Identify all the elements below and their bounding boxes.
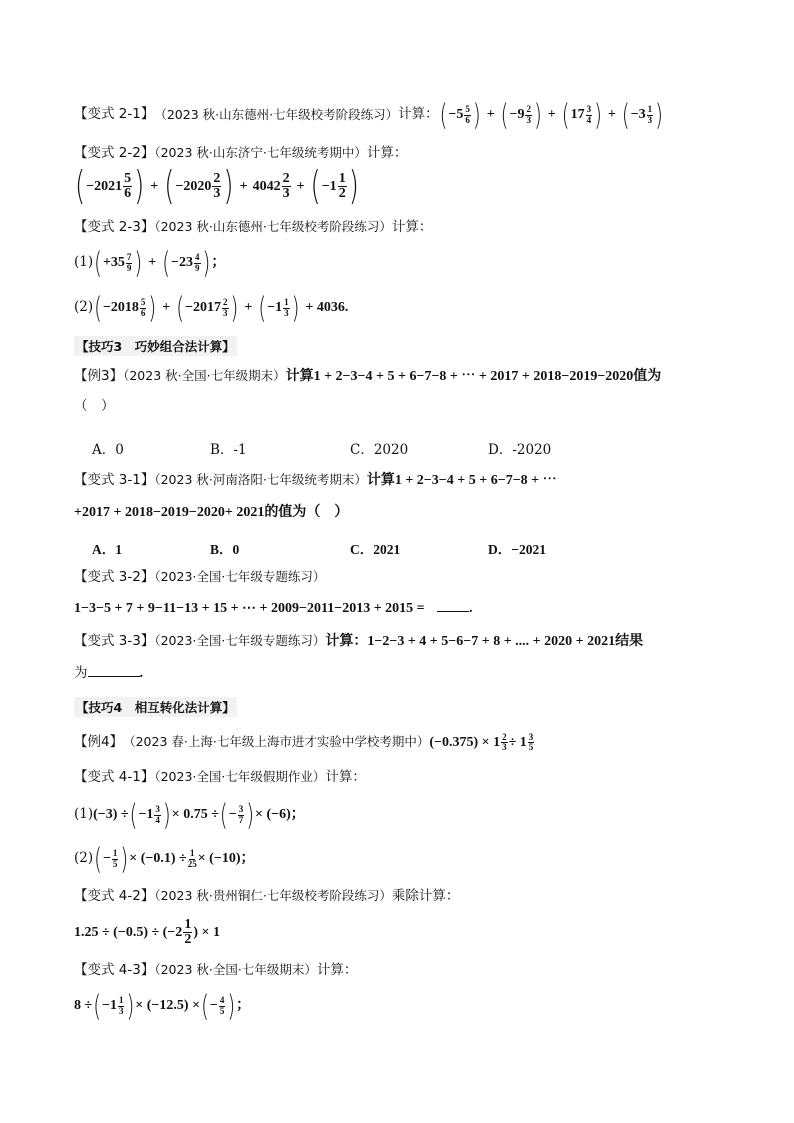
problem-prompt: 乘除计算： xyxy=(391,888,460,904)
option-b[interactable]: B．-1 xyxy=(210,442,247,458)
problem-source: （2023·全国·七年级专题练习） xyxy=(154,633,326,648)
problem-prompt: 计算： xyxy=(325,769,366,785)
problem-text: 计算：1−2−3 + 4 + 5−6−7 + 8 + .... + 2020 + 2021结果 xyxy=(325,634,644,649)
problem-source: （2023 秋·山东德州·七年级校考阶段练习） xyxy=(154,219,392,234)
math-expression: (−0.375) × 1 $\frac{2}{3}$ ÷ 1 $\frac{3}{5}$ xyxy=(429,732,534,753)
section-heading: 【技巧4 相互转化法计算】 xyxy=(74,697,237,717)
variant-4-1-part-2: (2) ( − $\frac{1}{5}$ ) × (−0.1) ÷ $\frac{1}{25}$ × (−10)； xyxy=(74,841,255,877)
variant-tag: 【变式 2-3】 xyxy=(74,219,155,235)
problem-source: （2023 春·上海·七年级上海市进才实验中学校考期中） xyxy=(123,734,430,750)
variant-3-3 xyxy=(74,635,643,649)
variant-2-2-expression: ( −2021 $\frac{5}{6}$ ) + ( −2020 $\frac{2}{3}$ ) + 4042 $\frac{2}{3}$ + ( −1 $\frac{1}{2}$ ) xyxy=(75,164,359,210)
problem-source: （2023·全国·七年级假期作业） xyxy=(154,769,326,784)
problem-prompt: 计算： xyxy=(316,962,358,978)
math-expression: ( − 5 $\frac{5}{6}$ ) + ( − 9 $\frac{2}{3}$ ) + ( 17 $\frac{3}{4}$ ) + ( − 3 $\frac{1}{3}$ ) xyxy=(439,97,663,133)
option-a[interactable]: A．0 xyxy=(92,442,124,458)
problem-source: （2023·全国·七年级专题练习） xyxy=(154,569,326,584)
variant-tag: 【变式 4-2】 xyxy=(74,888,155,904)
variant-2-3-part-2: (2) ( −2018 $\frac{5}{6}$ ) + ( −2017 $\frac{2}{3}$ ) + ( −1 $\frac{1}{3}$ ) + 4036. xyxy=(74,290,349,326)
option-c[interactable]: C．2021 xyxy=(350,542,401,557)
problem-prompt: 计算： xyxy=(398,106,439,123)
variant-4-2-header xyxy=(74,890,459,904)
problem-source: （2023 秋·山东济宁·七年级统考期中） xyxy=(154,145,367,160)
option-c[interactable]: C．2020 xyxy=(350,442,409,458)
example-4 xyxy=(74,733,535,752)
variant-4-3-header xyxy=(74,964,357,978)
variant-4-1-header xyxy=(74,771,366,785)
variant-2-1 xyxy=(74,97,664,133)
variant-tag: 【变式 3-2】 xyxy=(74,569,155,585)
variant-tag: 【变式 3-3】 xyxy=(74,633,155,649)
problem-text: 计算1 + 2−3−4 + 5 + 6−7−8 + ⋯ + 2017 + 2018−2019−2020值为 xyxy=(285,369,662,384)
variant-2-3-header xyxy=(74,221,432,235)
variant-3-2-expression: 1−3−5 + 7 + 9−11−13 + 15 + ⋯ + 2009−2011−2013 + 2015 = . xyxy=(74,601,473,616)
variant-tag: 【变式 4-1】 xyxy=(74,769,155,785)
variant-tag: 【变式 3-1】 xyxy=(74,472,155,488)
variant-tag: 【变式 2-1】 xyxy=(74,106,155,123)
example-tag: 【例4】 xyxy=(74,733,124,750)
problem-source: （2023 秋·全国·七年级期末） xyxy=(123,368,286,383)
variant-4-3-expression: 8 ÷ ( −1 $\frac{1}{3}$ ) × (−12.5) × ( − $\frac{4}{5}$ ) ； xyxy=(74,988,251,1024)
problem-source: （2023 秋·山东德州·七年级校考阶段练习） xyxy=(154,106,399,122)
problem-source: （2023 秋·贵州铜仁·七年级校考阶段练习） xyxy=(154,888,392,903)
problem-prompt: 计算： xyxy=(391,219,433,235)
problem-text-continued: +2017 + 2018−2019−2020+ 2021的值为（ ） xyxy=(74,505,349,520)
option-d[interactable]: D．−2021 xyxy=(488,542,546,557)
example-3 xyxy=(74,370,661,384)
variant-3-1 xyxy=(74,474,557,488)
problem-source: （2023 秋·全国·七年级期末） xyxy=(154,962,317,977)
variant-tag: 【变式 4-3】 xyxy=(74,962,155,978)
variant-2-2-header xyxy=(74,147,407,161)
variant-4-1-part-1: (1) (−3) ÷ ( −1 $\frac{3}{4}$ ) × 0.75 ÷ ( − $\frac{3}{7}$ ) × (−6)； xyxy=(74,797,305,833)
section-heading: 【技巧3 巧妙组合法计算】 xyxy=(74,336,237,356)
option-b[interactable]: B．0 xyxy=(210,542,240,557)
example-tag: 【例3】 xyxy=(74,368,124,384)
variant-2-3-part-1: (1) ( +35 $\frac{7}{9}$ ) + ( −23 $\frac{4}{9}$ ) ； xyxy=(74,245,226,281)
answer-blank[interactable] xyxy=(437,611,469,612)
problem-text: 计算1 + 2−3−4 + 5 + 6−7−8 + ⋯ xyxy=(366,473,557,488)
answer-blank[interactable] xyxy=(88,676,140,677)
option-a[interactable]: A．1 xyxy=(92,542,122,557)
problem-prompt: 计算： xyxy=(366,145,408,161)
answer-paren: （ ） xyxy=(74,398,115,414)
option-d[interactable]: D．-2020 xyxy=(488,442,552,458)
problem-source: （2023 秋·河南洛阳·七年级统考期末） xyxy=(154,472,367,487)
variant-tag: 【变式 2-2】 xyxy=(74,145,155,161)
variant-3-3-continued: 为 . xyxy=(74,665,143,681)
variant-3-2-header xyxy=(74,571,325,585)
problem-text: 1−3−5 + 7 + 9−11−13 + 15 + ⋯ + 2009−2011−2013 + 2015 = xyxy=(74,601,425,616)
variant-4-2-expression: 1.25 ÷ (−0.5) ÷ (−2 $\frac{1}{2}$ ) × 1 xyxy=(74,917,220,948)
